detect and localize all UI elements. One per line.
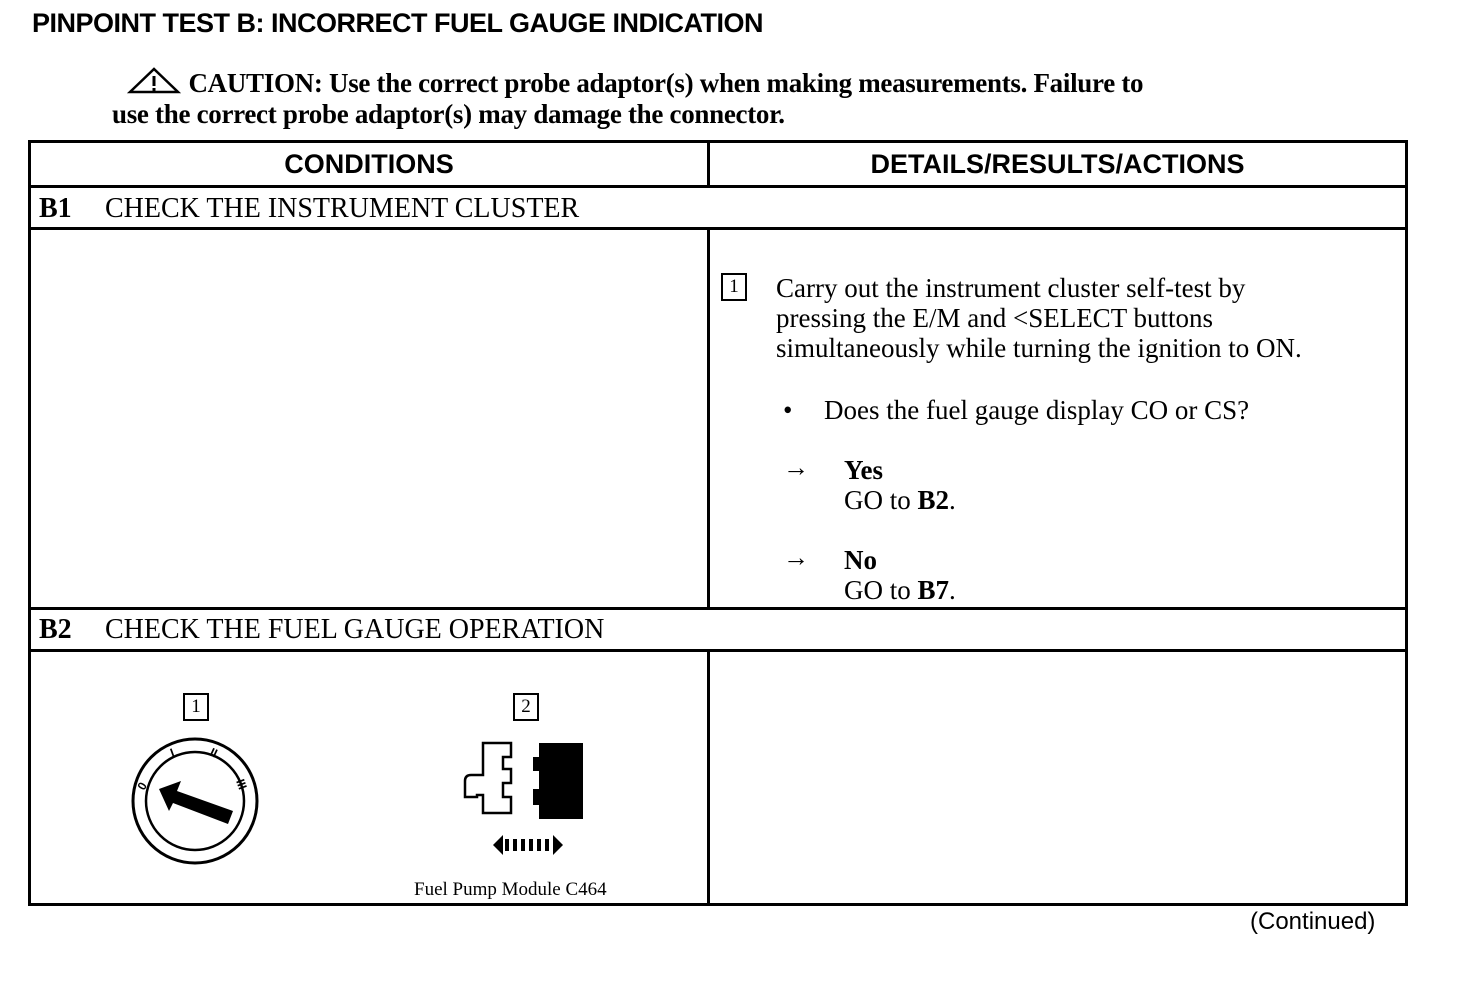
step-b1-title: CHECK THE INSTRUMENT CLUSTER <box>105 193 580 224</box>
action-line: Carry out the instrument cluster self-test by <box>776 273 1246 303</box>
outcome-no-prefix: GO to <box>844 575 918 605</box>
outcome-no-action <box>844 575 956 605</box>
step-b2-heading <box>39 614 604 646</box>
step-b2-id: B2 <box>39 614 72 645</box>
step-b1-action-number: 1 <box>721 273 747 301</box>
figure-2-caption: Fuel Pump Module C464 <box>414 879 607 900</box>
outcome-no <box>844 545 956 605</box>
outcome-yes-action <box>844 485 956 515</box>
ignition-switch-off-icon <box>129 735 261 867</box>
details-header: DETAILS/RESULTS/ACTIONS <box>870 149 1245 179</box>
outcome-yes-prefix: GO to <box>844 485 918 515</box>
warning-triangle-icon <box>126 66 182 94</box>
switch-label-3: III <box>233 777 250 792</box>
conditions-header: CONDITIONS <box>284 149 454 179</box>
outcome-no-answer: No <box>844 545 877 575</box>
outcome-yes-suffix: . <box>949 485 956 515</box>
connector-disconnect-icon <box>459 735 589 865</box>
action-line: simultaneously while turning the ignition to ON. <box>776 333 1302 363</box>
outcome-no-suffix: . <box>949 575 956 605</box>
switch-label-1: I <box>168 745 177 760</box>
caution-label: CAUTION: <box>188 68 323 98</box>
arrow-right-icon: → <box>783 543 809 572</box>
continued-note: (Continued) <box>1250 908 1376 935</box>
caution-notice <box>112 66 1352 130</box>
page-title: PINPOINT TEST B: INCORRECT FUEL GAUGE INDICATION <box>32 8 764 38</box>
switch-label-2: II <box>207 745 220 761</box>
step-b1-id: B1 <box>39 193 72 224</box>
step-b1-heading <box>39 193 579 225</box>
step-b1-question: Does the fuel gauge display CO or CS? <box>824 395 1250 425</box>
outcome-yes <box>844 455 956 515</box>
outcome-yes-answer: Yes <box>844 455 883 485</box>
outcome-no-target: B7 <box>917 575 950 605</box>
bullet-icon: • <box>783 395 793 425</box>
caution-text-line1: Use the correct probe adaptor(s) when making measurements. Failure to <box>329 68 1144 98</box>
outcome-yes-target: B2 <box>917 485 950 515</box>
caution-text-line2: use the correct probe adaptor(s) may damage the connector. <box>112 99 785 129</box>
pinpoint-test-table <box>28 140 1408 906</box>
figure-1-number: 1 <box>183 693 209 721</box>
step-b1-action-text <box>776 273 1396 363</box>
arrow-right-icon: → <box>783 453 809 482</box>
step-b2-title: CHECK THE FUEL GAUGE OPERATION <box>105 614 605 645</box>
switch-label-0: 0 <box>134 779 150 793</box>
action-line: pressing the E/M and <SELECT buttons <box>776 303 1213 333</box>
figure-2-number: 2 <box>513 693 539 721</box>
